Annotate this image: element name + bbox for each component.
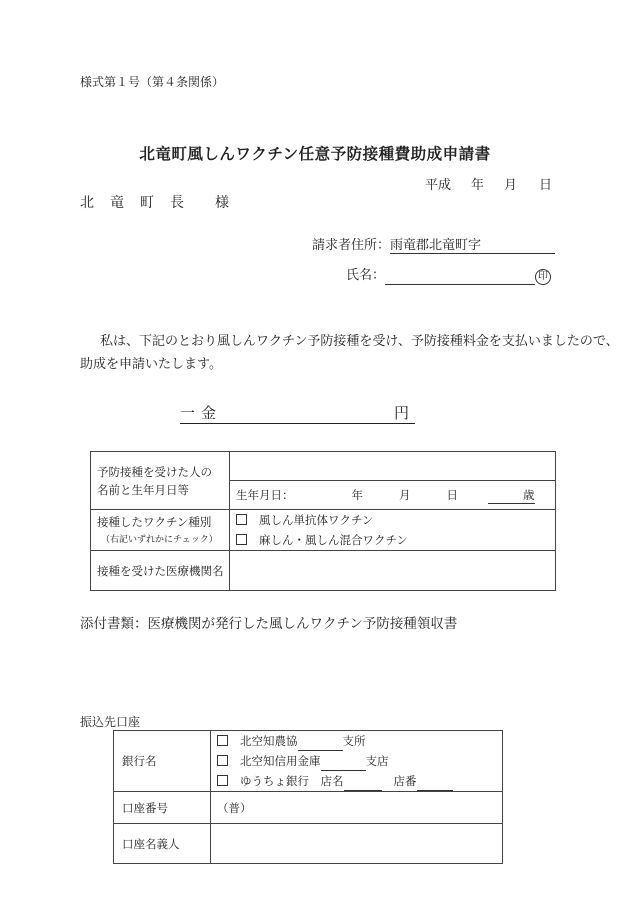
form-title: 北竜町風しんワクチン任意予防接種費助成申請書: [139, 144, 491, 163]
birth-month: 月: [399, 487, 411, 502]
date-day: 日: [539, 178, 553, 193]
branch-field-2[interactable]: [321, 759, 366, 771]
address-label: 請求者住所：: [312, 238, 391, 253]
amount-prefix: 一金: [180, 404, 223, 422]
vaccine-label: 接種したワクチン種別: [97, 514, 212, 529]
birth-day: 日: [446, 487, 458, 502]
form-number: 様式第１号（第４条関係）: [80, 75, 225, 89]
address-field[interactable]: [390, 234, 555, 254]
checkbox-icon[interactable]: [217, 735, 228, 746]
birth-year: 年: [351, 487, 363, 502]
bank-label: 銀行名: [114, 731, 211, 792]
address-line: [312, 234, 555, 254]
birth-label: 生年月日：: [236, 487, 294, 502]
bank-option-1-name: 北空知農協: [240, 734, 298, 748]
birth-date-cell[interactable]: [230, 481, 556, 510]
age-unit: 歳: [523, 487, 535, 502]
account-holder-field[interactable]: [211, 824, 503, 864]
recipient-label-1: 予防接種を受けた人の: [97, 464, 212, 479]
branch-field-1[interactable]: [298, 739, 343, 751]
application-table: [90, 451, 556, 591]
bank-option-2[interactable]: [217, 751, 502, 771]
attachment-note: 添付書類：医療機関が発行した風しんワクチン予防接種領収書: [80, 616, 458, 632]
name-line: [346, 264, 551, 285]
vaccine-option-1[interactable]: [236, 510, 555, 530]
age-field[interactable]: [488, 492, 523, 504]
recipient-label-2: 名前と生年月日等: [97, 482, 189, 497]
account-type: （普）: [217, 800, 252, 815]
seal-mark: 印: [535, 269, 551, 285]
bank-option-2-name: 北空知信用金庫: [240, 754, 321, 768]
addressee: 北 竜 町 長 様: [80, 195, 230, 211]
branch-no-field[interactable]: [417, 779, 453, 791]
date-line: [425, 174, 552, 193]
name-label: 氏名：: [346, 268, 386, 283]
vaccine-note: （右記いずれかにチェック）: [101, 534, 218, 545]
account-no-field[interactable]: [211, 792, 503, 824]
vaccine-option-1-label: 風しん単抗体ワクチン: [259, 513, 374, 527]
checkbox-icon[interactable]: [217, 755, 228, 766]
checkbox-icon[interactable]: [217, 775, 228, 786]
bank-option-1-suffix: 支所: [342, 734, 366, 748]
bank-section-label: 振込先口座: [80, 715, 141, 729]
body-line-1: 私は、下記のとおり風しんワクチン予防接種を受け、予防接種料金を支払いましたので、: [100, 334, 619, 349]
name-field[interactable]: [385, 273, 535, 285]
bank-option-3[interactable]: [217, 771, 502, 791]
branch-name-field[interactable]: [344, 779, 382, 791]
bank-option-3-branch-no: 店番: [393, 774, 417, 788]
bank-option-1[interactable]: [217, 731, 502, 751]
bank-options-cell: [211, 731, 503, 792]
body-line-2: 助成を申請いたします。: [80, 357, 222, 372]
bank-option-2-suffix: 支店: [365, 754, 389, 768]
vaccine-option-2-label: 麻しん・風しん混合ワクチン: [259, 533, 408, 547]
checkbox-icon[interactable]: [236, 514, 247, 525]
recipient-name-field[interactable]: [230, 452, 556, 481]
account-no-label: 口座番号: [114, 792, 211, 824]
recipient-label-cell: [91, 452, 230, 510]
vaccine-options-cell: [230, 510, 556, 551]
bank-table: [113, 730, 503, 864]
date-year: 年: [471, 178, 485, 193]
vaccine-option-2[interactable]: [236, 530, 555, 550]
amount-suffix: 円: [393, 404, 415, 422]
date-era: 平成: [425, 178, 452, 193]
bank-option-3-name: ゆうちょ銀行 店名: [240, 774, 344, 788]
date-month: 月: [504, 178, 518, 193]
amount-line: [180, 402, 415, 424]
account-holder-label: 口座名義人: [114, 824, 211, 864]
clinic-field[interactable]: [230, 551, 556, 591]
checkbox-icon[interactable]: [236, 534, 247, 545]
clinic-label: 接種を受けた医療機関名: [91, 551, 230, 591]
vaccine-label-cell: [91, 510, 230, 551]
address-value: 雨竜郡北竜町字: [390, 238, 482, 253]
